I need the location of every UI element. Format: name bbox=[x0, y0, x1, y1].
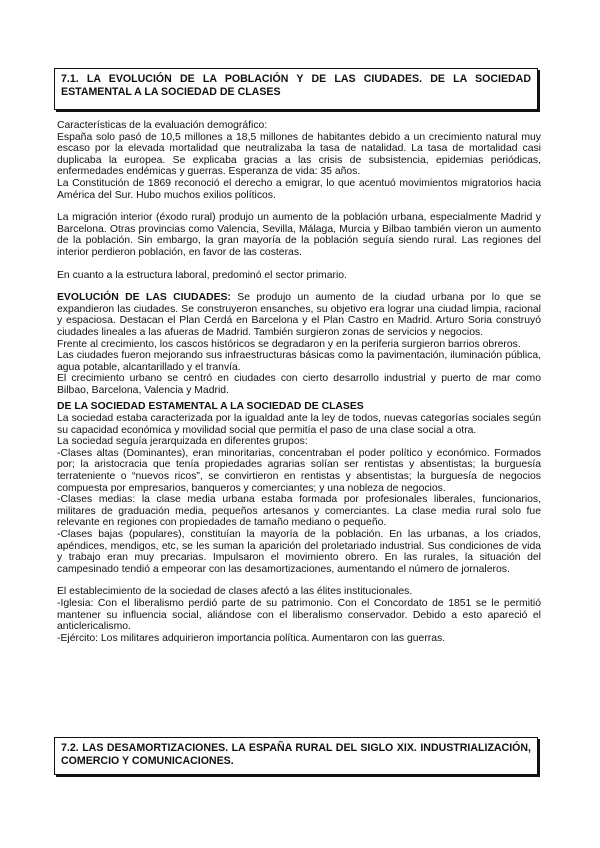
paragraph: -Clases altas (Dominantes), eran minoritarias, concentraban el poder político y económico. Formados por; la aristocracia que tenía propiedades agrarias solían ser rentistas y absentistas; la burguesía terrateniente o “nuevos ricos”, se convirtieron en rentistas y absentistas; la burguesía de negocios compuesta por empresarios, banqueros y comerciantes; y una nobleza de negocios. bbox=[57, 447, 541, 494]
paragraph: -Ejército: Los militares adquirieron importancia política. Aumentaron con las guerras. bbox=[57, 632, 446, 644]
paragraph: La migración interior (éxodo rural) produjo un aumento de la población urbana, especialmente Madrid y Barcelona. Otras provincias como Valencia, Sevilla, Málaga, Murcia y Bilbao también vieron un aumento de la población. Sin embargo, la gran mayoría de la población seguía siendo rural. Las regiones del interior perdieron población, en favor de las costeras. bbox=[57, 212, 541, 258]
paragraph: La Constitución de 1869 reconoció el derecho a emigrar, lo que acentuó movimientos migratorios hacia América del Sur. Hubo muchos exilios políticos. bbox=[57, 177, 541, 201]
section-title-box-7-2 bbox=[54, 737, 538, 775]
paragraph: Características de la evaluación demográfico: bbox=[57, 120, 268, 131]
paragraph: El crecimiento urbano se centró en ciudades con cierto desarrollo industrial y puerto de mar como Bilbao, Barcelona, Valencia y Madrid. bbox=[57, 373, 541, 396]
paragraph: Frente al crecimiento, los cascos históricos se degradaron y en la periferia surgieron barrios obreros. bbox=[57, 338, 521, 350]
paragraph: -Clases medias: la clase media urbana estaba formada por profesionales liberales, funcionarios, militares de graduación media, pequeños artesanos y comerciantes. La clase media rural solo fue relevante en regiones con propiedades de tamaño mediano o pequeño. bbox=[57, 494, 541, 529]
document-body bbox=[57, 120, 541, 644]
paragraph: -Clases bajas (populares), constituían la mayoría de la población. En las urbanas, a los criados, apéndices, mendigos, etc, se les suman la aparición del proletariado industrial. Sus condiciones de vida y trabajo eran muy precarias. Impulsaron el movimiento obrero. En las rurales, la situación del campesinado tendió a empeorar con las desamortizaciones, aumentando el número de jornaleros. bbox=[57, 529, 541, 575]
paragraph: La sociedad seguía jerarquizada en diferentes grupos: bbox=[57, 436, 308, 448]
paragraph bbox=[57, 292, 541, 338]
paragraph-text: Se produjo un aumento de la ciudad urbana por lo que se expandieron las ciudades. Se construyeron ensanches, su objetivo era lograr una ciudad limpia, racional y espaciosa. Destacan el Plan Cerdá en Barcelona y el Plan Castro en Madrid. Arturo Soria construyó ciudades lineales a las afueras de Madrid. También surgieron zonas de servicios y negocios. bbox=[57, 292, 541, 338]
paragraph: -Iglesia: Con el liberalismo perdió parte de su patrimonio. Con el Concordato de 1851 se le permitió mantener su influencia social, aliándose con el liberalismo conservador. Debido a esto apareció el anticlericalismo. bbox=[57, 597, 541, 633]
paragraph: Las ciudades fueron mejorando sus infraestructuras básicas como la pavimentación, iluminación pública, agua potable, alcantarillado y el tranvía. bbox=[57, 350, 541, 373]
section-title: 7.1. LA EVOLUCIÓN DE LA POBLACIÓN Y DE LAS CIUDADES. DE LA SOCIEDAD ESTAMENTAL A LA SOCIEDAD DE CLASES bbox=[61, 73, 531, 98]
paragraph: España solo pasó de 10,5 millones a 18,5 millones de habitantes debido a un crecimiento natural muy escaso por la elevada mortalidad que neutralizaba la tasa de natalidad. La tasa de mortalidad casi duplicaba la europea. Se explicaba gracias a las crisis de subsistencia, epidemias periódicas, enfermedades endémicas y guerras. Esperanza de vida: 35 años. bbox=[57, 131, 541, 178]
section-heading: EVOLUCIÓN DE LAS CIUDADES: bbox=[57, 292, 231, 304]
section-heading: DE LA SOCIEDAD ESTAMENTAL A LA SOCIEDAD DE CLASES bbox=[57, 401, 364, 413]
paragraph: El establecimiento de la sociedad de clases afectó a las élites institucionales. bbox=[57, 586, 413, 598]
paragraph: En cuanto a la estructura laboral, predominó el sector primario. bbox=[57, 269, 347, 281]
section-title: 7.2. LAS DESAMORTIZACIONES. LA ESPAÑA RURAL DEL SIGLO XIX. INDUSTRIALIZACIÓN, COMERCIO Y COMUNICACIONES. bbox=[61, 742, 531, 767]
paragraph: La sociedad estaba caracterizada por la igualdad ante la ley de todos, nuevas categorías sociales según su capacidad económica y movilidad social que permitía el paso de una clase social a otra. bbox=[57, 413, 541, 436]
section-title-box-7-1 bbox=[54, 68, 538, 110]
